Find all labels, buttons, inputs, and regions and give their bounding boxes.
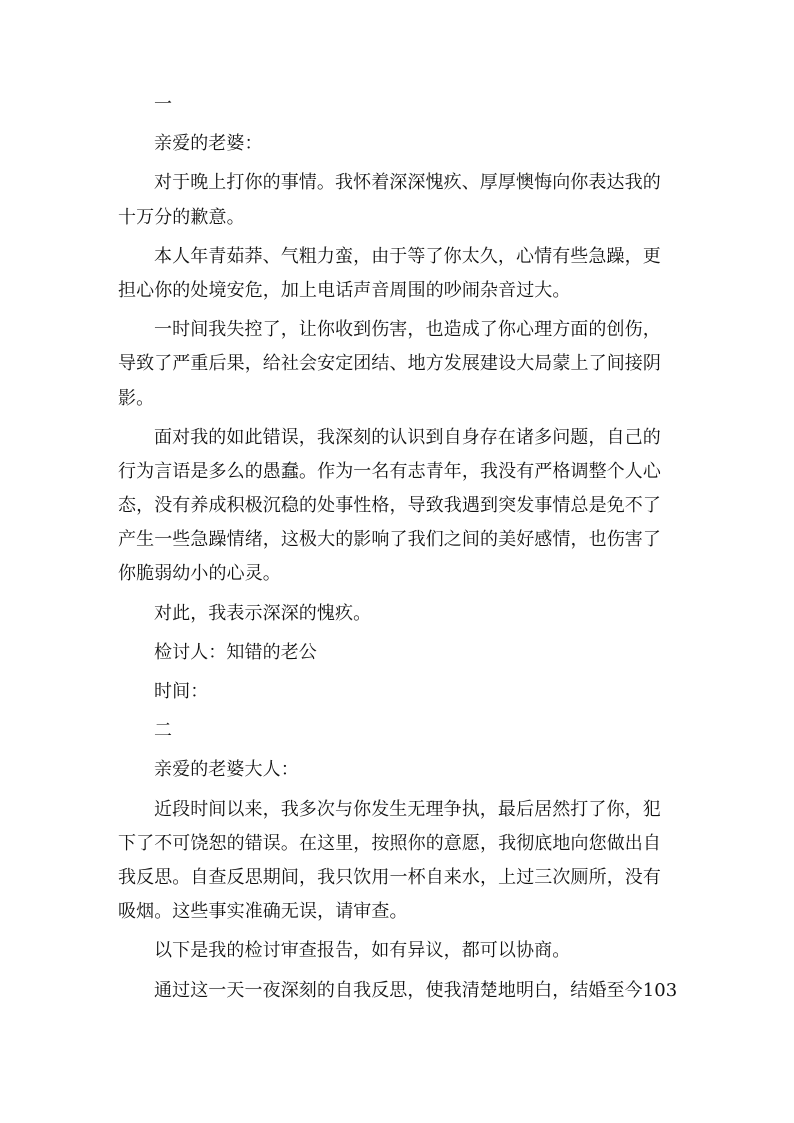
text-line: 检讨人：知错的老公: [154, 641, 317, 663]
text-line: 行为言语是多么的愚蠢。作为一名有志青年，我没有严格调整个人心: [118, 460, 661, 482]
text-line: 一时间我失控了，让你收到伤害，也造成了你心理方面的创伤，: [154, 319, 661, 341]
text-line: 本人年青茹莽、气粗力蛮，由于等了你太久，心情有些急躁，更: [154, 245, 661, 267]
text-line: 担心你的处境安危，加上电话声音周围的吵闹杂音过大。: [118, 279, 571, 301]
text-line: 十万分的歉意。: [118, 206, 245, 228]
text-line: 对于晚上打你的事情。我怀着深深愧疚、厚厚懊悔向你表达我的: [154, 172, 661, 194]
text-line: 你脆弱幼小的心灵。: [118, 563, 281, 585]
text-line: 二: [154, 720, 173, 742]
text-line: 影。: [118, 387, 155, 409]
text-line: 面对我的如此错误，我深刻的认识到自身存在诸多问题，自己的: [154, 426, 661, 448]
document-body: [118, 88, 680, 1008]
text-line: 我反思。自查反思期间，我只饮用一杯自来水，上过三次厕所，没有: [118, 866, 661, 888]
text-line: 态，没有养成积极沉稳的处事性格，导致我遇到突发事情总是免不了: [118, 495, 661, 517]
text-line: 通过这一天一夜深刻的自我反思，使我清楚地明白，结婚至今103: [154, 979, 678, 1001]
text-line: 导致了严重后果，给社会安定团结、地方发展建设大局蒙上了间接阴: [118, 353, 661, 375]
text-line: 时间：: [154, 681, 209, 702]
text-line: 一: [154, 94, 173, 115]
text-line: 亲爱的老婆大人：: [154, 759, 299, 781]
text-line: 吸烟。这些事实准确无误，请审查。: [118, 901, 408, 923]
text-line: 对此，我表示深深的愧疚。: [154, 602, 372, 624]
text-line: 亲爱的老婆：: [154, 133, 263, 155]
text-line: 以下是我的检讨审查报告，如有异议，都可以协商。: [154, 940, 571, 962]
text-line: 下了不可饶恕的错误。在这里，按照你的意愿，我彻底地向您做出自: [118, 832, 661, 854]
text-line: 产生一些急躁情绪，这极大的影响了我们之间的美好感情，也伤害了: [118, 529, 661, 551]
text-line: 近段时间以来，我多次与你发生无理争执，最后居然打了你，犯: [154, 798, 661, 820]
